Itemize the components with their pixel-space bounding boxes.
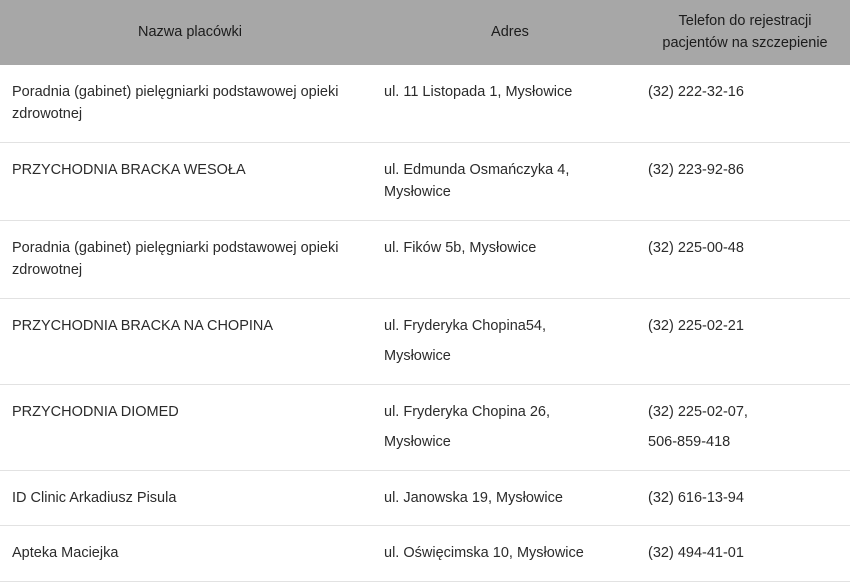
column-header-address-label: Adres <box>491 23 529 40</box>
facility-phone-line: (32) 225-00-48 <box>648 239 744 256</box>
facility-address-line: ul. Fryderyka Chopina 26, <box>384 403 551 420</box>
facility-phone-cell <box>640 142 850 220</box>
facility-phone-cell <box>640 526 850 581</box>
facility-name-line: PRZYCHODNIA BRACKA WESOŁA <box>12 161 246 178</box>
facility-phone-line: (32) 223-92-86 <box>648 161 744 178</box>
facility-phone-cell <box>640 384 850 470</box>
facility-name-cell <box>0 526 380 581</box>
facility-address-line: Mysłowice <box>384 348 451 365</box>
facility-name-cell <box>0 65 380 142</box>
table-body <box>0 65 850 581</box>
table-row <box>0 142 850 220</box>
facility-address-line: ul. Fików 5b, Mysłowice <box>384 239 537 256</box>
facility-name-line: PRZYCHODNIA DIOMED <box>12 403 179 420</box>
facility-address-cell <box>380 298 640 384</box>
facility-address-line: ul. Janowska 19, Mysłowice <box>384 489 563 506</box>
facility-phone-line: (32) 494-41-01 <box>648 545 744 562</box>
facility-phone-cell <box>640 220 850 298</box>
table-header <box>0 0 850 65</box>
facility-name-line: PRZYCHODNIA BRACKA NA CHOPINA <box>12 317 274 334</box>
facility-phone-line: (32) 225-02-21 <box>648 317 744 334</box>
column-header-name-label: Nazwa placówki <box>138 23 242 40</box>
table-header-row <box>0 0 850 65</box>
facility-address-line: ul. Oświęcimska 10, Mysłowice <box>384 545 584 562</box>
facility-address-line: ul. Edmunda Osmańczyka 4, Mysłowice <box>384 161 570 201</box>
facility-phone-cell <box>640 298 850 384</box>
facility-name-line: Poradnia (gabinet) pielęgniarki podstawowej opieki zdrowotnej <box>12 239 339 279</box>
table-row <box>0 470 850 525</box>
column-header-name <box>0 0 380 65</box>
facility-name-cell <box>0 298 380 384</box>
table-row <box>0 220 850 298</box>
facility-name-line: ID Clinic Arkadiusz Pisula <box>12 489 177 506</box>
facility-address-cell <box>380 470 640 525</box>
facility-address-cell <box>380 220 640 298</box>
facility-name-cell <box>0 384 380 470</box>
facility-address-line: Mysłowice <box>384 434 451 451</box>
facility-name-cell <box>0 470 380 525</box>
facility-name-cell <box>0 220 380 298</box>
column-header-address <box>380 0 640 65</box>
facility-address-cell <box>380 142 640 220</box>
column-header-phone <box>640 0 850 65</box>
facility-address-line: ul. 11 Listopada 1, Mysłowice <box>384 84 573 100</box>
facility-address-cell <box>380 384 640 470</box>
table-row <box>0 384 850 470</box>
table-row <box>0 298 850 384</box>
column-header-phone-label: Telefon do rejestracji pacjentów na szczepienie <box>662 13 828 51</box>
facility-phone-cell <box>640 65 850 142</box>
facility-phone-line: 506-859-418 <box>648 434 731 451</box>
facility-name-line: Poradnia (gabinet) pielęgniarki podstawowej opieki zdrowotnej <box>12 84 339 123</box>
facility-phone-cell <box>640 470 850 525</box>
facility-phone-line: (32) 616-13-94 <box>648 489 744 506</box>
table-row <box>0 526 850 581</box>
facility-address-cell <box>380 526 640 581</box>
facility-address-line: ul. Fryderyka Chopina54, <box>384 317 546 334</box>
facility-phone-line: (32) 222-32-16 <box>648 84 744 100</box>
facility-phone-line: (32) 225-02-07, <box>648 403 748 420</box>
facility-name-line: Apteka Maciejka <box>12 545 119 562</box>
facility-name-cell <box>0 142 380 220</box>
facility-address-cell <box>380 65 640 142</box>
table-row <box>0 65 850 142</box>
